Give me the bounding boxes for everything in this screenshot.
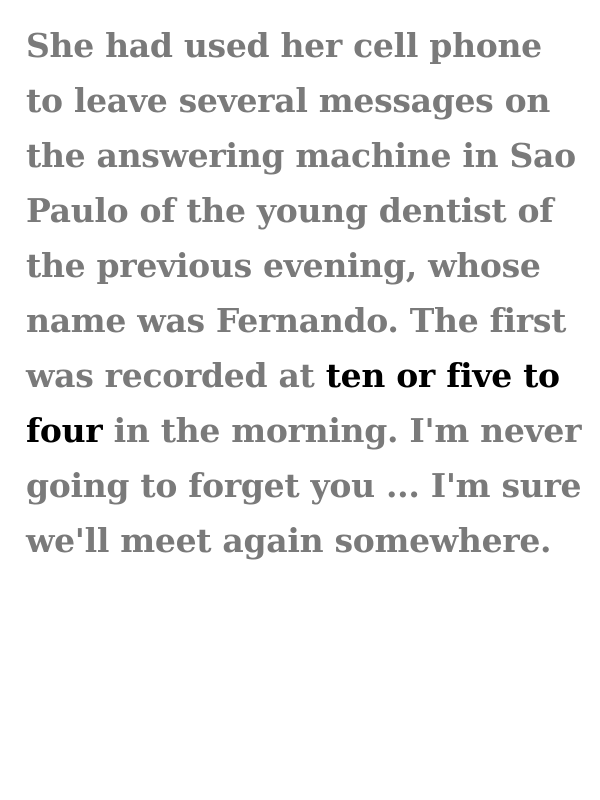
passage-text-after: in the morning. I'm never going to forget you ... I'm sure we'll meet again somewhere. (26, 411, 582, 560)
highlighted-phrase: ten or five to four (26, 356, 560, 450)
passage-text-before: She had used her cell phone to leave several messages on the answering machine in Sao Paulo of the young dentist of the previous evening, whose name was Fernando. The first was recorded at (26, 26, 576, 395)
reading-passage (26, 18, 586, 568)
